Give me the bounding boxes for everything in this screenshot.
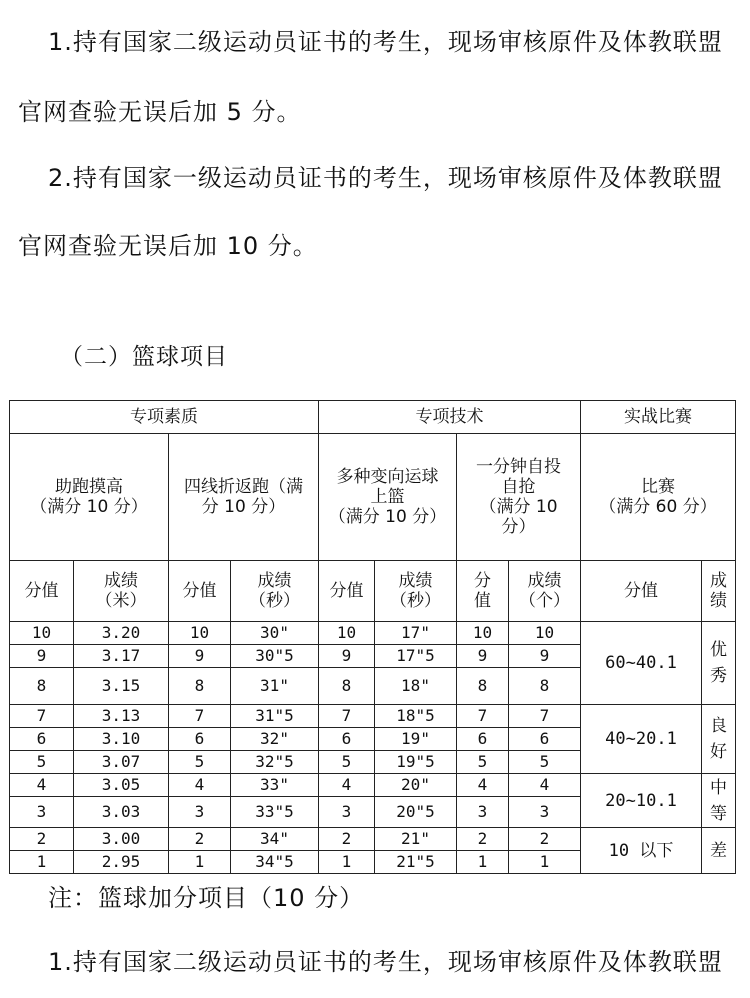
table-cell: 9 xyxy=(10,645,74,668)
group-header: 实战比赛 xyxy=(581,401,736,434)
table-cell: 1 xyxy=(457,851,509,874)
item-full-score: （满分 60 分） xyxy=(599,497,717,517)
table-cell: 33" xyxy=(231,774,319,797)
table-cell: 17"5 xyxy=(375,645,457,668)
table-cell: 20"5 xyxy=(375,797,457,828)
table-cell: 10 xyxy=(10,622,74,645)
table-cell: 3.00 xyxy=(74,828,169,851)
column-header-line: 成 xyxy=(710,571,727,591)
table-cell: 5 xyxy=(10,751,74,774)
table-cell: 8 xyxy=(10,668,74,705)
table-cell: 10 xyxy=(169,622,231,645)
column-header xyxy=(702,561,736,622)
item-name: 多种变向运球 xyxy=(336,467,439,487)
grade-char: 优 xyxy=(710,640,727,660)
table-cell: 2.95 xyxy=(74,851,169,874)
column-header-line: （个） xyxy=(519,591,570,611)
match-score-range: 40~20.1 xyxy=(581,705,702,774)
table-row xyxy=(10,705,736,728)
column-header: 分值 xyxy=(10,561,74,622)
table-row xyxy=(10,774,736,797)
paragraph-1-line-2: 官网查验无误后加 5 分。 xyxy=(18,98,302,126)
column-header-line: 分 xyxy=(474,571,491,591)
table-cell: 7 xyxy=(457,705,509,728)
column-header-line: （米） xyxy=(95,591,147,611)
table-cell: 4 xyxy=(509,774,581,797)
table-cell: 34"5 xyxy=(231,851,319,874)
table-cell: 30" xyxy=(231,622,319,645)
grade-char: 中 xyxy=(710,777,727,798)
table-row xyxy=(10,622,736,645)
paragraph-2-line-2: 官网查验无误后加 10 分。 xyxy=(18,232,318,260)
table-cell: 2 xyxy=(10,828,74,851)
table-cell: 34" xyxy=(231,828,319,851)
table-cell: 3 xyxy=(319,797,375,828)
table-cell: 1 xyxy=(169,851,231,874)
column-header xyxy=(375,561,457,622)
table-cell: 21" xyxy=(375,828,457,851)
item-header xyxy=(319,434,457,561)
table-cell: 3 xyxy=(10,797,74,828)
table-cell: 3 xyxy=(457,797,509,828)
table-cell: 1 xyxy=(10,851,74,874)
table-cell: 3.10 xyxy=(74,728,169,751)
match-score-range: 60~40.1 xyxy=(581,622,702,705)
table-cell: 18" xyxy=(375,668,457,705)
item-full-score: 分 10 分） xyxy=(201,497,286,517)
table-cell: 7 xyxy=(10,705,74,728)
note-line: 注：篮球加分项目（10 分） xyxy=(48,884,365,912)
item-header xyxy=(581,434,736,561)
table-cell: 18"5 xyxy=(375,705,457,728)
table-cell: 2 xyxy=(509,828,581,851)
table-cell: 7 xyxy=(319,705,375,728)
table-cell: 3.13 xyxy=(74,705,169,728)
table-cell: 5 xyxy=(319,751,375,774)
item-header-row xyxy=(10,434,736,561)
match-score-range: 20~10.1 xyxy=(581,774,702,828)
table-cell: 10 xyxy=(319,622,375,645)
grade-char: 差 xyxy=(710,840,727,861)
grade-cell xyxy=(702,622,736,705)
paragraph-2-line-1: 2.持有国家一级运动员证书的考生，现场审核原件及体教联盟 xyxy=(48,164,723,192)
table-cell: 7 xyxy=(169,705,231,728)
table-cell: 9 xyxy=(169,645,231,668)
grade-char: 好 xyxy=(710,742,727,762)
column-header-line: 成绩 xyxy=(257,571,292,591)
item-full-score: （满分 10 分） xyxy=(328,507,447,527)
group-header: 专项技术 xyxy=(319,401,581,434)
grade-char: 良 xyxy=(710,716,727,736)
item-name: 比赛 xyxy=(641,477,675,497)
column-header-line: （秒） xyxy=(390,591,441,611)
table-cell: 8 xyxy=(457,668,509,705)
table-cell: 32"5 xyxy=(231,751,319,774)
table-cell: 3.07 xyxy=(74,751,169,774)
paragraph-1-line-1: 1.持有国家二级运动员证书的考生，现场审核原件及体教联盟 xyxy=(48,28,723,56)
grade-char: 等 xyxy=(710,803,727,824)
item-full-score: （满分 10 分） xyxy=(30,497,148,517)
table-cell: 6 xyxy=(10,728,74,751)
table-cell: 8 xyxy=(509,668,581,705)
table-cell: 4 xyxy=(457,774,509,797)
column-header xyxy=(231,561,319,622)
table-cell: 6 xyxy=(319,728,375,751)
basketball-score-table xyxy=(9,400,736,874)
grade-cell xyxy=(702,705,736,774)
column-header-row xyxy=(10,561,736,622)
column-header-line: 成绩 xyxy=(104,571,138,591)
table-cell: 2 xyxy=(319,828,375,851)
table-cell: 9 xyxy=(319,645,375,668)
item-name-line-2: 上篮 xyxy=(370,487,405,507)
table-cell: 17" xyxy=(375,622,457,645)
table-cell: 3 xyxy=(509,797,581,828)
column-header: 分值 xyxy=(319,561,375,622)
table-cell: 6 xyxy=(509,728,581,751)
table-cell: 3.15 xyxy=(74,668,169,705)
table-cell: 4 xyxy=(10,774,74,797)
table-row xyxy=(10,828,736,851)
table-cell: 31" xyxy=(231,668,319,705)
table-cell: 4 xyxy=(319,774,375,797)
column-header-line: 成绩 xyxy=(398,571,433,591)
column-header-line: 成绩 xyxy=(527,571,562,591)
table-cell: 4 xyxy=(169,774,231,797)
table-cell: 1 xyxy=(319,851,375,874)
match-score-range: 10 以下 xyxy=(581,828,702,874)
column-header: 分值 xyxy=(581,561,702,622)
column-header xyxy=(457,561,509,622)
table-cell: 3 xyxy=(169,797,231,828)
column-header-line: 绩 xyxy=(710,591,727,611)
item-name: 四线折返跑（满 xyxy=(184,477,303,497)
table-cell: 32" xyxy=(231,728,319,751)
column-header-line: 值 xyxy=(474,591,491,611)
table-cell: 19"5 xyxy=(375,751,457,774)
table-cell: 2 xyxy=(457,828,509,851)
table-cell: 9 xyxy=(509,645,581,668)
table-cell: 5 xyxy=(169,751,231,774)
table-cell: 3.03 xyxy=(74,797,169,828)
table-cell: 20" xyxy=(375,774,457,797)
table-cell: 10 xyxy=(509,622,581,645)
column-header xyxy=(509,561,581,622)
group-header-row xyxy=(10,401,736,434)
item-full-score: （满分 10 xyxy=(479,497,558,517)
table-cell: 5 xyxy=(457,751,509,774)
table-cell: 8 xyxy=(319,668,375,705)
item-name-line-2: 自抢 xyxy=(501,477,536,497)
item-name: 助跑摸高 xyxy=(55,477,123,497)
table-cell: 9 xyxy=(457,645,509,668)
table-cell: 8 xyxy=(169,668,231,705)
table-cell: 33"5 xyxy=(231,797,319,828)
table-cell: 3.20 xyxy=(74,622,169,645)
column-header: 分值 xyxy=(169,561,231,622)
column-header xyxy=(74,561,169,622)
table-cell: 31"5 xyxy=(231,705,319,728)
table-cell: 1 xyxy=(509,851,581,874)
table-cell: 5 xyxy=(509,751,581,774)
paragraph-3-line-1: 1.持有国家二级运动员证书的考生，现场审核原件及体教联盟 xyxy=(48,948,723,976)
table-cell: 19" xyxy=(375,728,457,751)
grade-cell xyxy=(702,774,736,828)
section-title: （二）篮球项目 xyxy=(60,344,228,370)
item-name: 一分钟自投 xyxy=(476,457,561,477)
item-header xyxy=(457,434,581,561)
table-cell: 6 xyxy=(169,728,231,751)
group-header: 专项素质 xyxy=(10,401,319,434)
table-cell: 21"5 xyxy=(375,851,457,874)
table-cell: 7 xyxy=(509,705,581,728)
item-header xyxy=(10,434,169,561)
column-header-line: （秒） xyxy=(249,591,300,611)
table-cell: 3.05 xyxy=(74,774,169,797)
item-full-score-line-2: 分） xyxy=(501,517,536,537)
table-cell: 10 xyxy=(457,622,509,645)
grade-char: 秀 xyxy=(710,666,727,686)
table-cell: 3.17 xyxy=(74,645,169,668)
item-header xyxy=(169,434,319,561)
grade-cell xyxy=(702,828,736,874)
table-cell: 6 xyxy=(457,728,509,751)
table-cell: 30"5 xyxy=(231,645,319,668)
table-cell: 2 xyxy=(169,828,231,851)
